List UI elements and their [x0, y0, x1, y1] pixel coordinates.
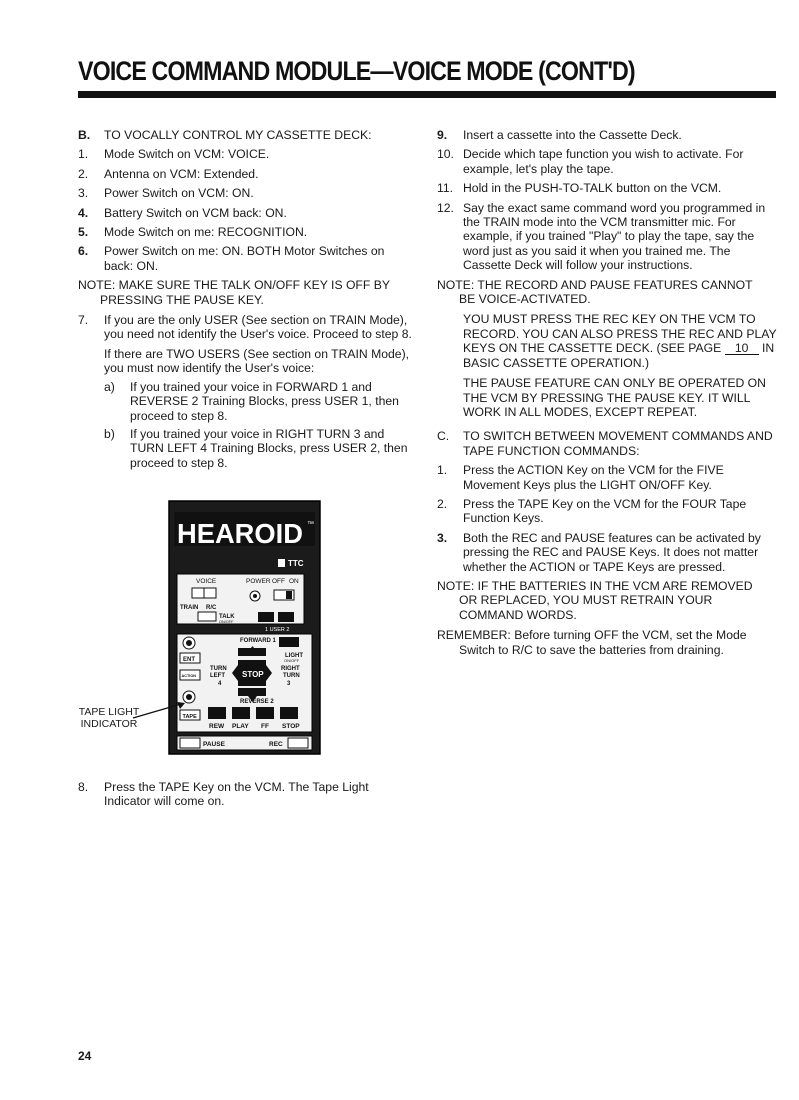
tape-light-indicator-callout: TAPE LIGHT INDICATOR	[78, 706, 140, 730]
svg-text:TURN: TURN	[283, 673, 300, 679]
svg-text:PLAY: PLAY	[232, 723, 249, 730]
note-record-pause: NOTE: THE RECORD AND PAUSE FEATURES CANNOT BE VOICE-ACTIVATED.	[437, 277, 753, 307]
step-5: 5. Mode Switch on me: RECOGNITION.	[78, 225, 308, 240]
left-column	[78, 128, 416, 474]
svg-text:POWER: POWER	[246, 578, 271, 585]
step-6: 6. Power Switch on me: ON. BOTH Motor Switches on back: ON.	[78, 244, 385, 273]
section-c-heading: C. TO SWITCH BETWEEN MOVEMENT COMMANDS AND TAPE FUNCTION COMMANDS:	[437, 429, 773, 458]
svg-text:TURN: TURN	[210, 666, 227, 672]
step-2: 2. Antenna on VCM: Extended.	[78, 166, 259, 181]
svg-text:REW: REW	[209, 723, 225, 730]
svg-text:RIGHT: RIGHT	[281, 666, 300, 672]
step-7: 7. If you are the only USER (See section on TRAIN Mode), you need not identify the User's voice. Proceed to step 8.	[78, 313, 412, 342]
step-1: 1. Mode Switch on VCM: VOICE.	[78, 147, 270, 162]
step-10: 10. Decide which tape function you wish to activate. For example, let's play the tape.	[437, 147, 744, 176]
svg-text:ACTION: ACTION	[181, 674, 197, 678]
step-3: 3. Power Switch on VCM: ON.	[78, 186, 254, 201]
brand-logo: HEAROID	[177, 518, 303, 549]
step-7b: b) If you trained your voice in RIGHT TURN 3 and TURN LEFT 4 Training Blocks, press USER 2, then proceed to step 8.	[104, 426, 408, 470]
svg-text:3: 3	[287, 681, 291, 687]
svg-text:LEFT: LEFT	[210, 673, 225, 679]
svg-text:TALK: TALK	[219, 614, 235, 620]
svg-text:TTC: TTC	[288, 559, 304, 568]
svg-text:4: 4	[218, 681, 222, 687]
svg-text:OFF: OFF	[272, 578, 285, 585]
section-b-heading: B. TO VOCALLY CONTROL MY CASSETTE DECK:	[78, 128, 372, 142]
page-number: 24	[78, 1049, 92, 1063]
svg-text:REVERSE 2: REVERSE 2	[240, 699, 274, 705]
svg-text:VOICE: VOICE	[196, 578, 217, 585]
note-pause-paragraph: THE PAUSE FEATURE CAN ONLY BE OPERATED ON THE VCM BY PRESSING THE PAUSE KEY. IT WILL WORK IN ALL MODES, EXCEPT REPEAT.	[463, 376, 766, 419]
svg-text:FORWARD 1: FORWARD 1	[240, 638, 276, 644]
c-step-1: 1. Press the ACTION Key on the VCM for the FIVE Movement Keys plus the LIGHT ON/OFF Key.	[437, 463, 724, 492]
step-8: 8. Press the TAPE Key on the VCM. The Tape Light Indicator will come on.	[78, 780, 369, 809]
note-talk-key: NOTE: MAKE SURE THE TALK ON/OFF KEY IS OFF BY PRESSING THE PAUSE KEY.	[78, 278, 390, 307]
step-4: 4. Battery Switch on VCM back: ON.	[78, 205, 287, 220]
step-9: 9. Insert a cassette into the Cassette Deck.	[437, 128, 682, 142]
note-batteries: NOTE: IF THE BATTERIES IN THE VCM ARE REMOVED OR REPLACED, YOU MUST RETRAIN YOUR COMMAND WORDS.	[437, 578, 753, 622]
svg-text:ENT: ENT	[183, 657, 195, 663]
svg-text:LIGHT: LIGHT	[285, 653, 303, 659]
svg-text:R/C: R/C	[206, 605, 217, 611]
svg-text:1 USER 2: 1 USER 2	[265, 627, 290, 633]
step-12: 12. Say the exact same command word you programmed in the TRAIN mode into the VCM transmitter mic. For example, if you trained "Play" to play the tape, say the word just as you said it when you trained me. The Cassette Deck will follow your instructions.	[437, 200, 766, 273]
remember-note: REMEMBER: Before turning OFF the VCM, set the Mode Switch to R/C to save the batteries from draining.	[437, 628, 747, 657]
step-7-two-users: If there are TWO USERS (See section on TRAIN Mode), you must now identify the User's voice:	[104, 346, 410, 376]
title-rule	[78, 91, 776, 98]
page-title: VOICE COMMAND MODULE—VOICE MODE (CONT'D)	[78, 56, 635, 86]
svg-text:FF: FF	[261, 723, 269, 730]
svg-text:STOP: STOP	[282, 723, 300, 730]
svg-text:REC: REC	[269, 741, 283, 748]
svg-text:TAPE: TAPE	[182, 714, 197, 720]
c-step-3: 3. Both the REC and PAUSE features can be activated by pressing the REC and PAUSE Keys. It does not matter whether the ACTION or TAPE Keys are pressed.	[437, 530, 761, 574]
svg-text:TRAIN: TRAIN	[180, 605, 199, 611]
step-11: 11. Hold in the PUSH-TO-TALK button on the VCM.	[437, 181, 722, 196]
svg-text:ON/OFF: ON/OFF	[284, 658, 300, 663]
note-rec-key-paragraph: YOU MUST PRESS THE REC KEY ON THE VCM TO RECORD. YOU CAN ALSO PRESS THE REC AND PLAY KEYS ON THE CASSETTE DECK. (SEE PAGE 10 IN BASIC CASSETTE OPERATION.)	[463, 312, 777, 370]
svg-text:™: ™	[307, 521, 314, 528]
callout-arrow	[131, 700, 191, 724]
svg-text:ON/OFF: ON/OFF	[219, 620, 234, 624]
step-7a: a) If you trained your voice in FORWARD 1 and REVERSE 2 Training Blocks, press USER 1, then proceed to step 8.	[104, 379, 399, 423]
svg-text:ON: ON	[289, 578, 299, 585]
svg-text:PAUSE: PAUSE	[203, 741, 225, 748]
right-column	[437, 128, 779, 663]
svg-text:STOP: STOP	[242, 670, 264, 679]
page-reference: 10	[725, 343, 759, 355]
c-step-2: 2. Press the TAPE Key on the VCM for the FOUR Tape Function Keys.	[437, 496, 747, 526]
